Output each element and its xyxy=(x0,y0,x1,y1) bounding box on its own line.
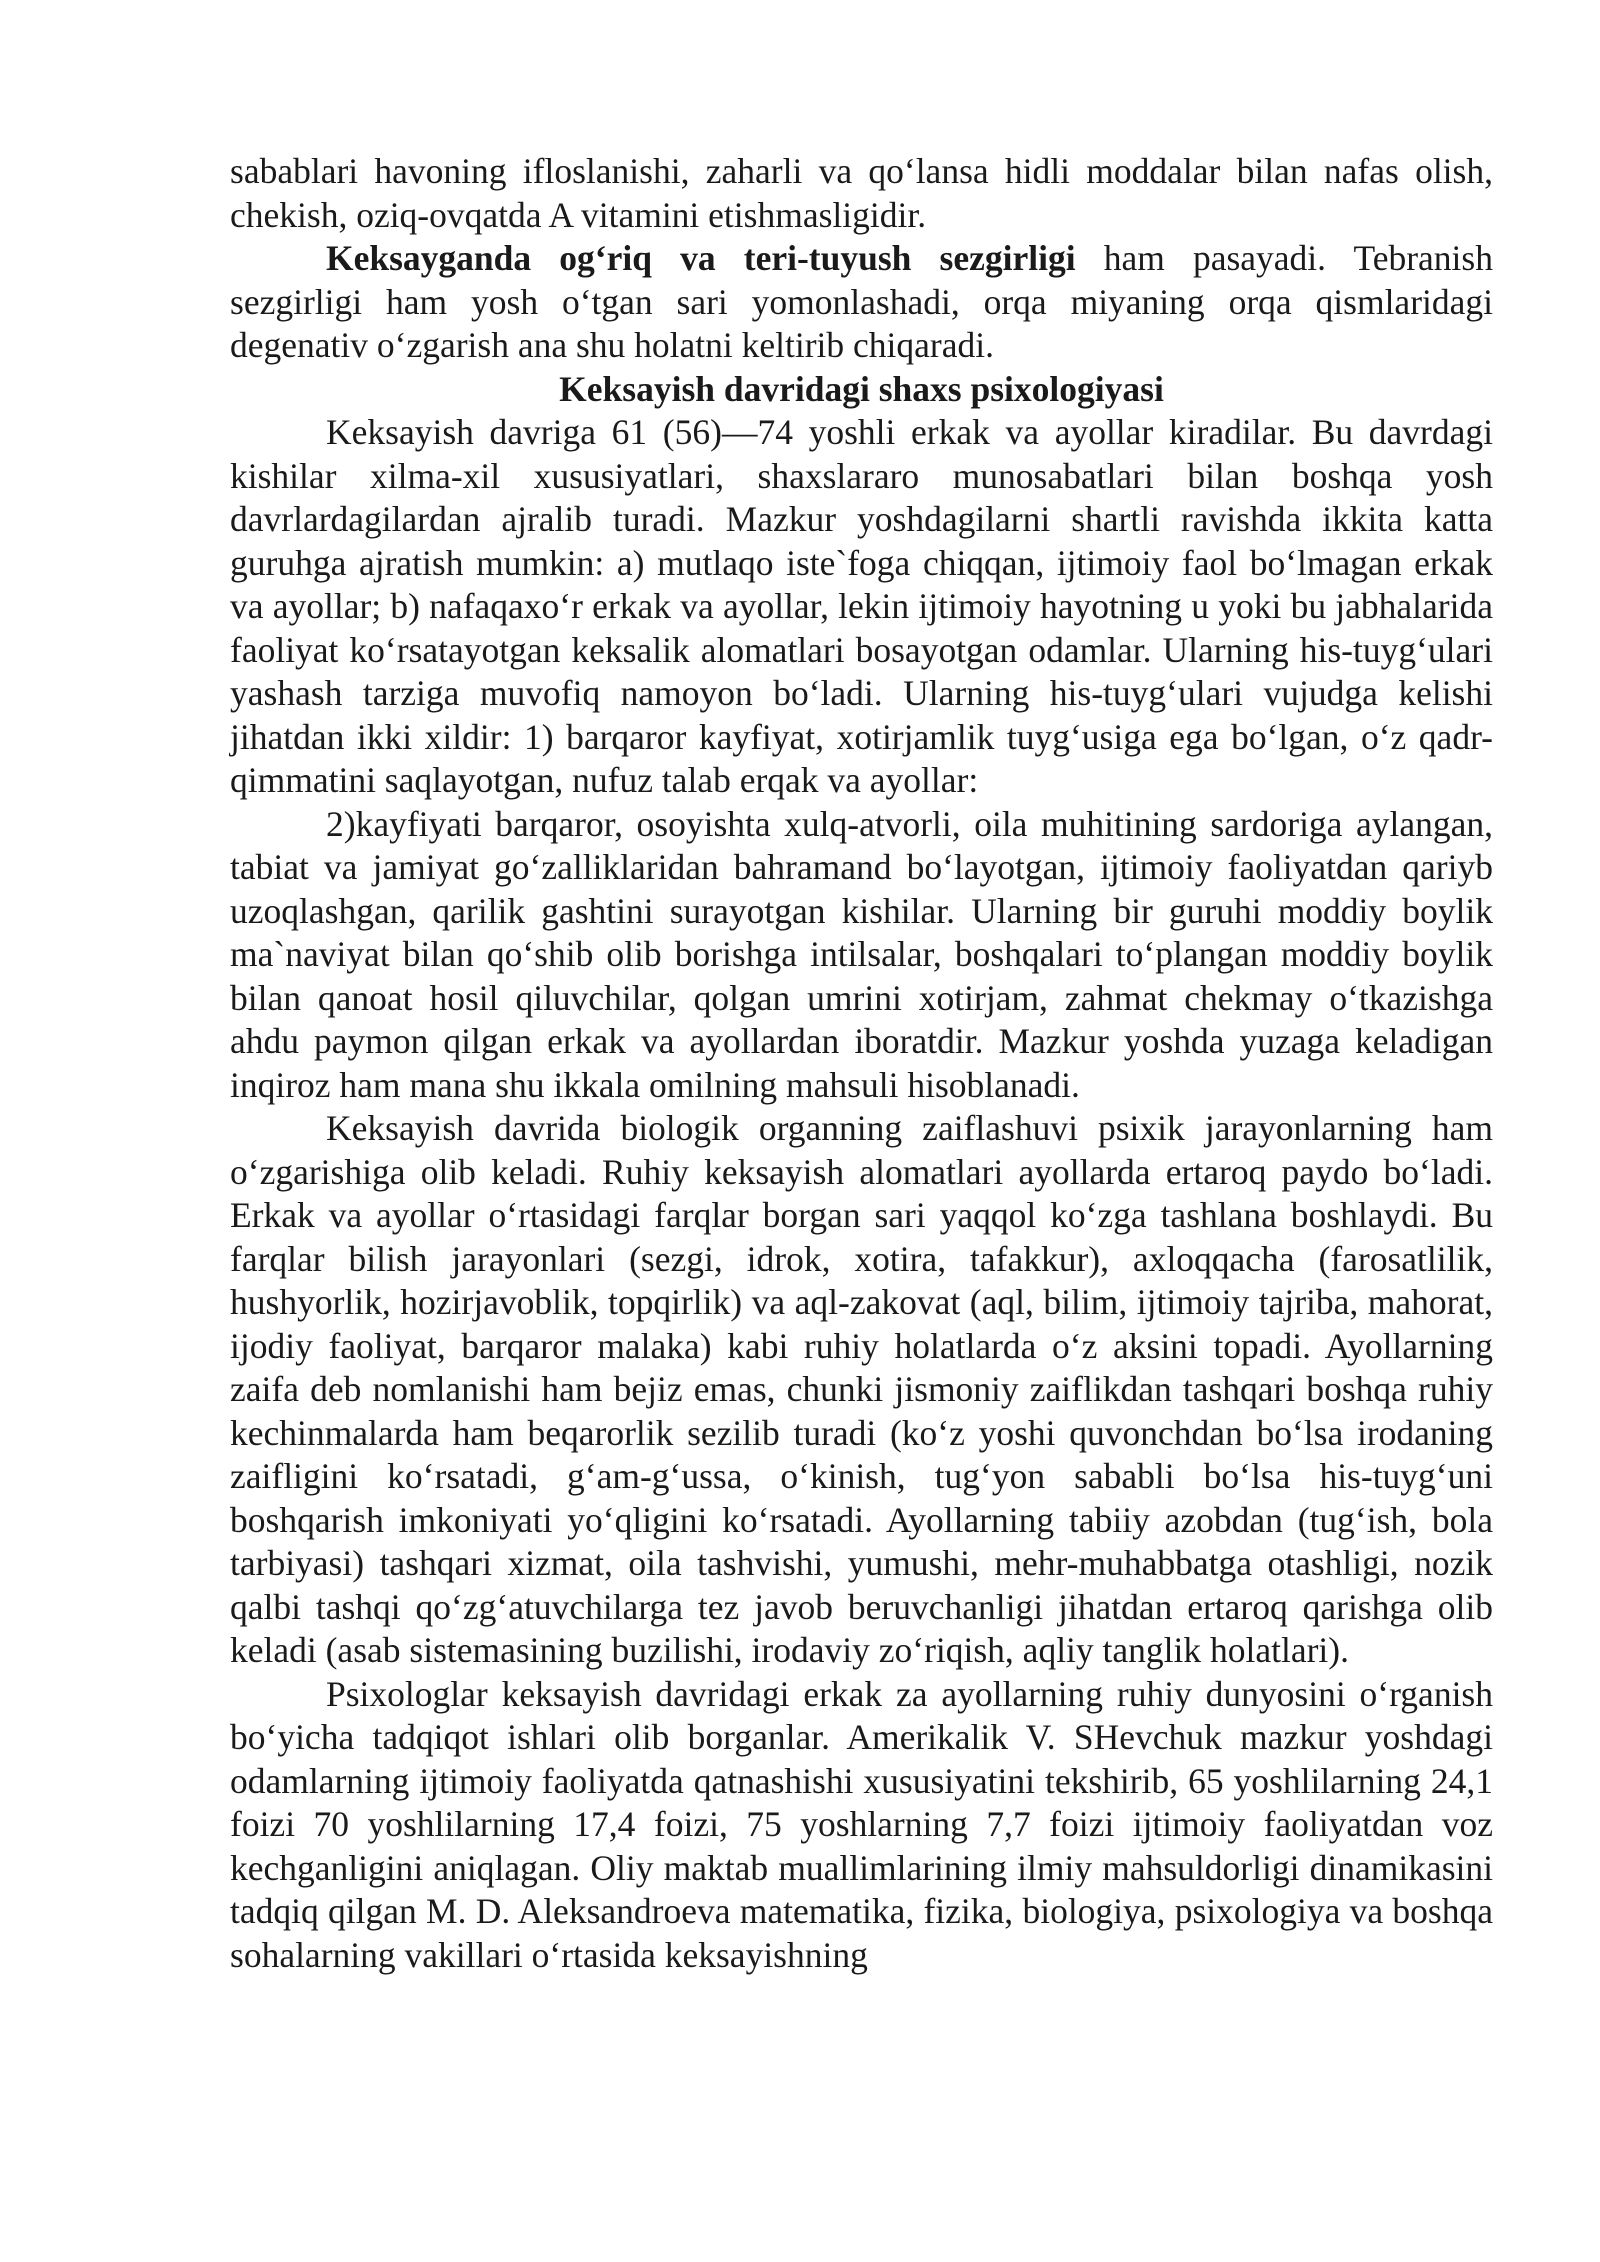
paragraph-1: sabablari havoning ifloslanishi, zaharli va qo‘lansa hidli moddalar bilan nafas olish, chekish, oziq-ovqatda A vitamini etishmasligidir. xyxy=(230,151,1493,235)
paragraph-3: Keksayish davriga 61 (56)—74 yoshli erkak va ayollar kiradilar. Bu davrdagi kishilar xilma-xil xususiyatlari, shaxslararo munosabatlari bilan boshqa yosh davrlardagilardan ajralib turadi. Mazkur yoshdagilarni shartli ravishda ikkita katta guruhga ajratish mumkin: a) mutlaqo iste`foga chiqqan, ijtimoiy faol bo‘lmagan erkak va ayollar; b) nafaqaxo‘r erkak va ayollar, lekin ijtimoiy hayotning u yoki bu jabhalarida faoliyat ko‘rsatayotgan keksalik alomatlari bosayotgan odamlar. Ularning his-tuyg‘ulari yashash tarziga muvofiq namoyon bo‘ladi. Ularning his-tuyg‘ulari vujudga kelishi jihatdan ikki xildir: 1) barqaror kayfiyat, xotirjamlik tuyg‘usiga ega bo‘lgan, o‘z qadr-qimmatini saqlayotgan, nufuz talab erqak va ayollar: xyxy=(230,412,1493,800)
paragraph-6: Psixologlar keksayish davridagi erkak za ayollarning ruhiy dunyosini o‘rganish bo‘yicha tadqiqot ishlari olib borganlar. Amerikalik V. SHevchuk mazkur yoshdagi odamlarning ijtimoiy faoliyatda qatnashishi xususiyatini tekshirib, 65 yoshlilarning 24,1 foizi 70 yoshlilarning 17,4 foizi, 75 yoshlarning 7,7 foizi ijtimoiy faoliyatdan voz kechganligini aniqlagan. Oliy maktab muallimlarining ilmiy mahsuldorligi dinamikasini tadqiq qilgan M. D. Aleksandroeva matematika, fizika, biologiya, psixologiya va boshqa sohalarning vakillari o‘rtasida keksayishning xyxy=(230,1673,1493,1975)
paragraph-2 xyxy=(230,237,1493,368)
section-heading: Keksayish davridagi shaxs psixologiyasi xyxy=(559,368,1164,409)
paragraph-4: 2)kayfiyati barqaror, osoyishta xulq-atvorli, oila muhitining sardoriga aylangan, tabiat va jamiyat go‘zalliklaridan bahramand bo‘layotgan, ijtimoiy faoliyatdan qariyb uzoqlashgan, qarilik gashtini surayotgan kishilar. Ularning bir guruhi moddiy boylik ma`naviyat bilan qo‘shib olib borishga intilsalar, boshqalari to‘plangan moddiy boylik bilan qanoat hosil qiluvchilar, qolgan umrini xotirjam, zahmat chekmay o‘tkazishga ahdu paymon qilgan erkak va ayollardan iboratdir. Mazkur yoshda yuzaga keladigan inqiroz ham mana shu ikkala omilning mahsuli hisoblanadi. xyxy=(230,803,1493,1105)
paragraph-5: Keksayish davrida biologik organning zaiflashuvi psixik jarayonlarning ham o‘zgarishiga olib keladi. Ruhiy keksayish alomatlari ayollarda ertaroq paydo bo‘ladi. Erkak va ayollar o‘rtasidagi farqlar borgan sari yaqqol ko‘zga tashlana boshlaydi. Bu farqlar bilish jarayonlari (sezgi, idrok, xotira, tafakkur), axloqqacha (farosatlilik, hushyorlik, hozirjavoblik, topqirlik) va aql-zakovat (aql, bilim, ijtimoiy tajriba, mahorat, ijodiy faoliyat, barqaror malaka) kabi ruhiy holatlarda o‘z aksini topadi. Ayollarning zaifa deb nomlanishi ham bejiz emas, chunki jismoniy zaiflikdan tashqari boshqa ruhiy kechinmalarda ham beqarorlik sezilib turadi (ko‘z yoshi quvonchdan bo‘lsa irodaning zaifligini ko‘rsatadi, g‘am-g‘ussa, o‘kinish, tug‘yon sababli bo‘lsa his-tuyg‘uni boshqarish imkoniyati yo‘qligini ko‘rsatadi. Ayollarning tabiiy azobdan (tug‘ish, bola tarbiyasi) tashqari xizmat, oila tashvishi, yumushi, mehr-muhabbatga otashligi, nozik qalbi tashqi qo‘zg‘atuvchilarga tez javob beruvchanligi jihatdan ertaroq qarishga olib keladi (asab sistemasining buzilishi, irodaviy zo‘riqish, aqliy tanglik holatlari). xyxy=(230,1108,1493,1670)
paragraph-2-bold-term: Keksayganda og‘riq va teri-tuyush sezgirligi xyxy=(326,238,1076,278)
paragraph-2-text: ham pasayadi. Tebranish sezgirligi ham yosh o‘tgan sari yomonlashadi, orqa miyaning orqa qismlaridagi degenativ o‘zgarish ana shu holatni keltirib chiqaradi. xyxy=(230,238,1493,365)
document-page xyxy=(230,150,1493,1977)
